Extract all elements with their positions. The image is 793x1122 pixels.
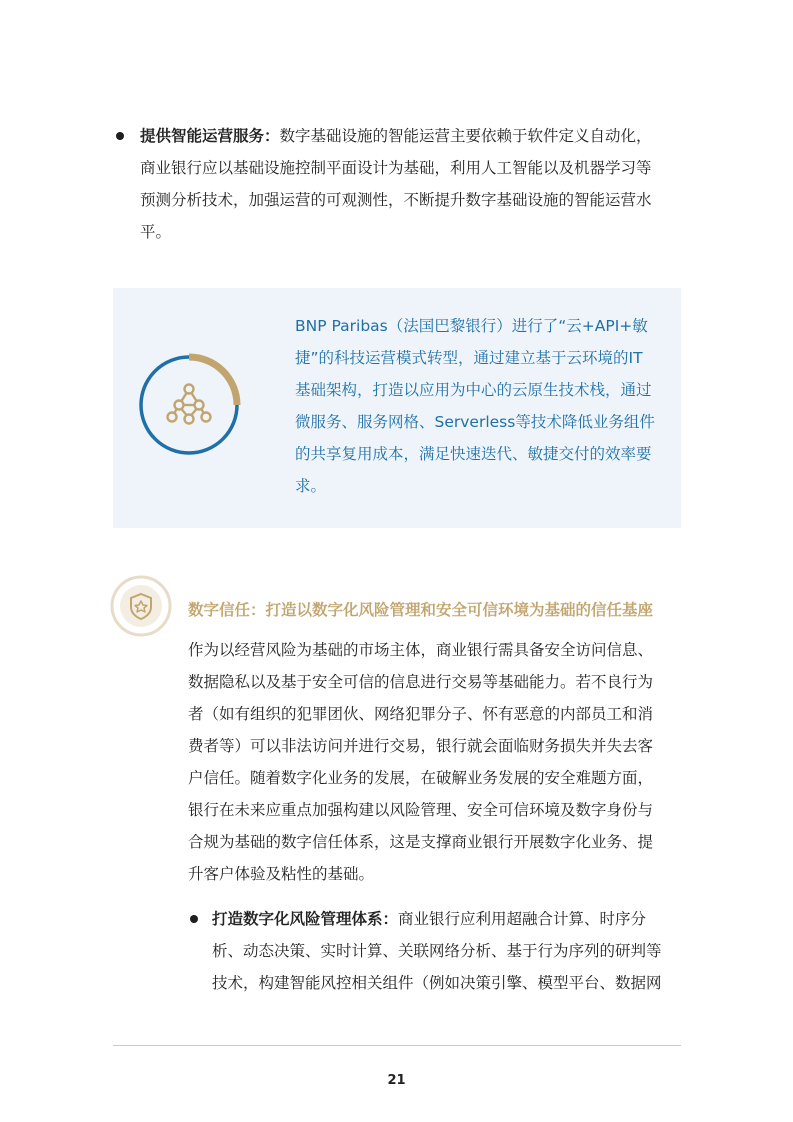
shield-badge-icon: [109, 574, 173, 638]
paragraph-line: 者（如有组织的犯罪团伙、网络犯罪分子、怀有恶意的内部员工和消: [188, 705, 654, 723]
callout-line: 基础架构，打造以应用为中心的云原生技术栈，通过: [295, 381, 652, 399]
section-heading: 数字信任：打造以数字化风险管理和安全可信环境为基础的信任基座: [188, 601, 654, 619]
paragraph-line: 升客户体验及粘性的基础。: [188, 865, 375, 883]
paragraph-line: 户信任。随着数字化业务的发展，在破解业务发展的安全难题方面，: [188, 769, 654, 787]
paragraph-line: 合规为基础的数字信任体系，这是支撑商业银行开展数字化业务、提: [188, 833, 654, 851]
bullet-line-2: 商业银行应以基础设施控制平面设计为基础，利用人工智能以及机器学习等: [140, 159, 652, 177]
callout-line: BNP Paribas（法国巴黎银行）进行了“云+API+敏: [295, 317, 648, 335]
bullet-line-1: [140, 129, 652, 145]
bullet-text: 商业银行应利用超融合计算、时序分: [398, 910, 647, 928]
page-number: 21: [387, 1073, 406, 1088]
bullet-title: 提供智能运营服务：: [140, 127, 280, 145]
bullet-text: 数字基础设施的智能运营主要依赖于软件定义自动化，: [279, 127, 652, 145]
bullet-line-4: 平。: [140, 223, 172, 241]
bullet-title: 打造数字化风险管理体系：: [212, 910, 399, 928]
callout-line: 微服务、服务网格、Serverless等技术降低业务组件: [295, 413, 655, 431]
paragraph-line: 银行在未来应重点加强构建以风险管理、安全可信环境及数字身份与: [188, 801, 654, 819]
bullet-line-1: [212, 912, 646, 928]
bullet-line-3: 预测分析技术，加强运营的可观测性，不断提升数字基础设施的智能运营水: [140, 191, 652, 209]
paragraph-line: 作为以经营风险为基础的市场主体，商业银行需具备安全访问信息、: [188, 641, 654, 659]
network-nodes-icon: [134, 350, 244, 460]
callout-line: 捷”的科技运营模式转型，通过建立基于云环境的IT: [295, 349, 643, 367]
callout-line: 求。: [295, 477, 327, 495]
footer-divider: [113, 1045, 681, 1046]
paragraph-line: 费者等）可以非法访问并进行交易，银行就会面临财务损失并失去客: [188, 737, 654, 755]
callout-line: 的共享复用成本，满足快速迭代、敏捷交付的效率要: [295, 445, 652, 463]
case-study-callout: [113, 288, 681, 528]
bullet-line-3: 技术，构建智能风控相关组件（例如决策引擎、模型平台、数据网: [212, 974, 662, 992]
bullet-dot: [116, 132, 124, 140]
paragraph-line: 数据隐私以及基于安全可信的信息进行交易等基础能力。若不良行为: [188, 673, 654, 691]
bullet-line-2: 析、动态决策、实时计算、关联网络分析、基于行为序列的研判等: [212, 942, 662, 960]
bullet-dot: [190, 915, 198, 923]
